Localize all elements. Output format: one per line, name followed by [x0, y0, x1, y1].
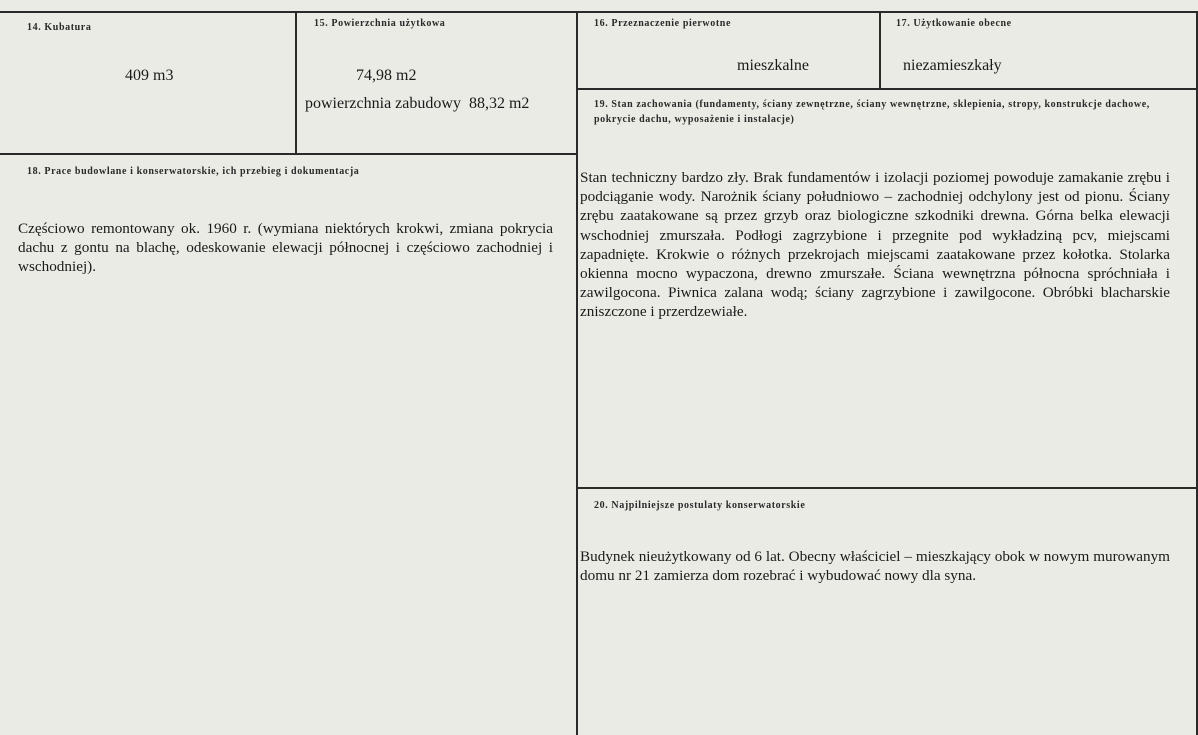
uzytkowanie-label: 17. Użytkowanie obecne: [896, 18, 1012, 29]
divider-v-16-17: [879, 11, 881, 89]
prace-text: Częściowo remontowany ok. 1960 r. (wymiana niektórych krokwi, zmiana pokrycia dachu z gontu na blachę, odeskowanie elewacji północnej i częściowo zachodniej i wschodniej).: [18, 220, 553, 276]
frame-top-line: [0, 11, 1198, 13]
kubatura-label: 14. Kubatura: [27, 22, 92, 33]
przeznaczenie-label: 16. Przeznaczenie pierwotne: [594, 18, 731, 29]
divider-h-row1-left: [0, 153, 578, 155]
prace-label: 18. Prace budowlane i konserwatorskie, ich przebieg i dokumentacja: [27, 166, 360, 177]
divider-h-row1-right: [576, 88, 1198, 90]
powierzchnia-value: 74,98 m2: [356, 67, 417, 84]
postulaty-label: 20. Najpilniejsze postulaty konserwatorskie: [594, 500, 806, 511]
przeznaczenie-value: mieszkalne: [737, 57, 809, 74]
uzytkowanie-value: niezamieszkały: [903, 57, 1002, 74]
stan-text: Stan techniczny bardzo zły. Brak fundamentów i izolacji poziomej powoduje zamakanie zrębu i podciąganie wody. Narożnik ściany południowo – zachodniej odchylony jest od pionu. Ściany zrębu zaatakowane są przez grzyb oraz biologiczne szkodniki drewna. Górna belka elewacji wschodniej zmurszała. Podłogi zagrzybione i przegnite pod wykładziną pcv, miejscami zapadnięte. Krokwie o różnych przekrojach miejscami zaatakowane przez kołotka. Stolarka okienna mocno wypaczona, drewno zmurszałe. Ściana wewnętrzna północna spróchniała i zawilgocona. Piwnica zalana wodą; ściany zagrzybione i zawilgocone. Obróbki blacharskie zniszczone i przerdzewiałe.: [580, 169, 1170, 321]
powierzchnia-zabudowy-value: powierzchnia zabudowy 88,32 m2: [305, 95, 530, 112]
kubatura-value: 409 m3: [125, 67, 174, 84]
divider-h-19-20: [576, 487, 1198, 489]
divider-v-main: [576, 11, 578, 735]
divider-v-14-15: [295, 11, 297, 154]
stan-label: 19. Stan zachowania (fundamenty, ściany zewnętrzne, ściany wewnętrzne, sklepienia, stropy, konstrukcje dachowe, pokrycie dachu, wyposażenie i instalacje): [594, 99, 1150, 125]
postulaty-text: Budynek nieużytkowany od 6 lat. Obecny właściciel – mieszkający obok w nowym murowanym domu nr 21 zamierza dom rozebrać i wybudować nowy dla syna.: [580, 548, 1170, 585]
powierzchnia-label: 15. Powierzchnia użytkowa: [314, 18, 446, 29]
